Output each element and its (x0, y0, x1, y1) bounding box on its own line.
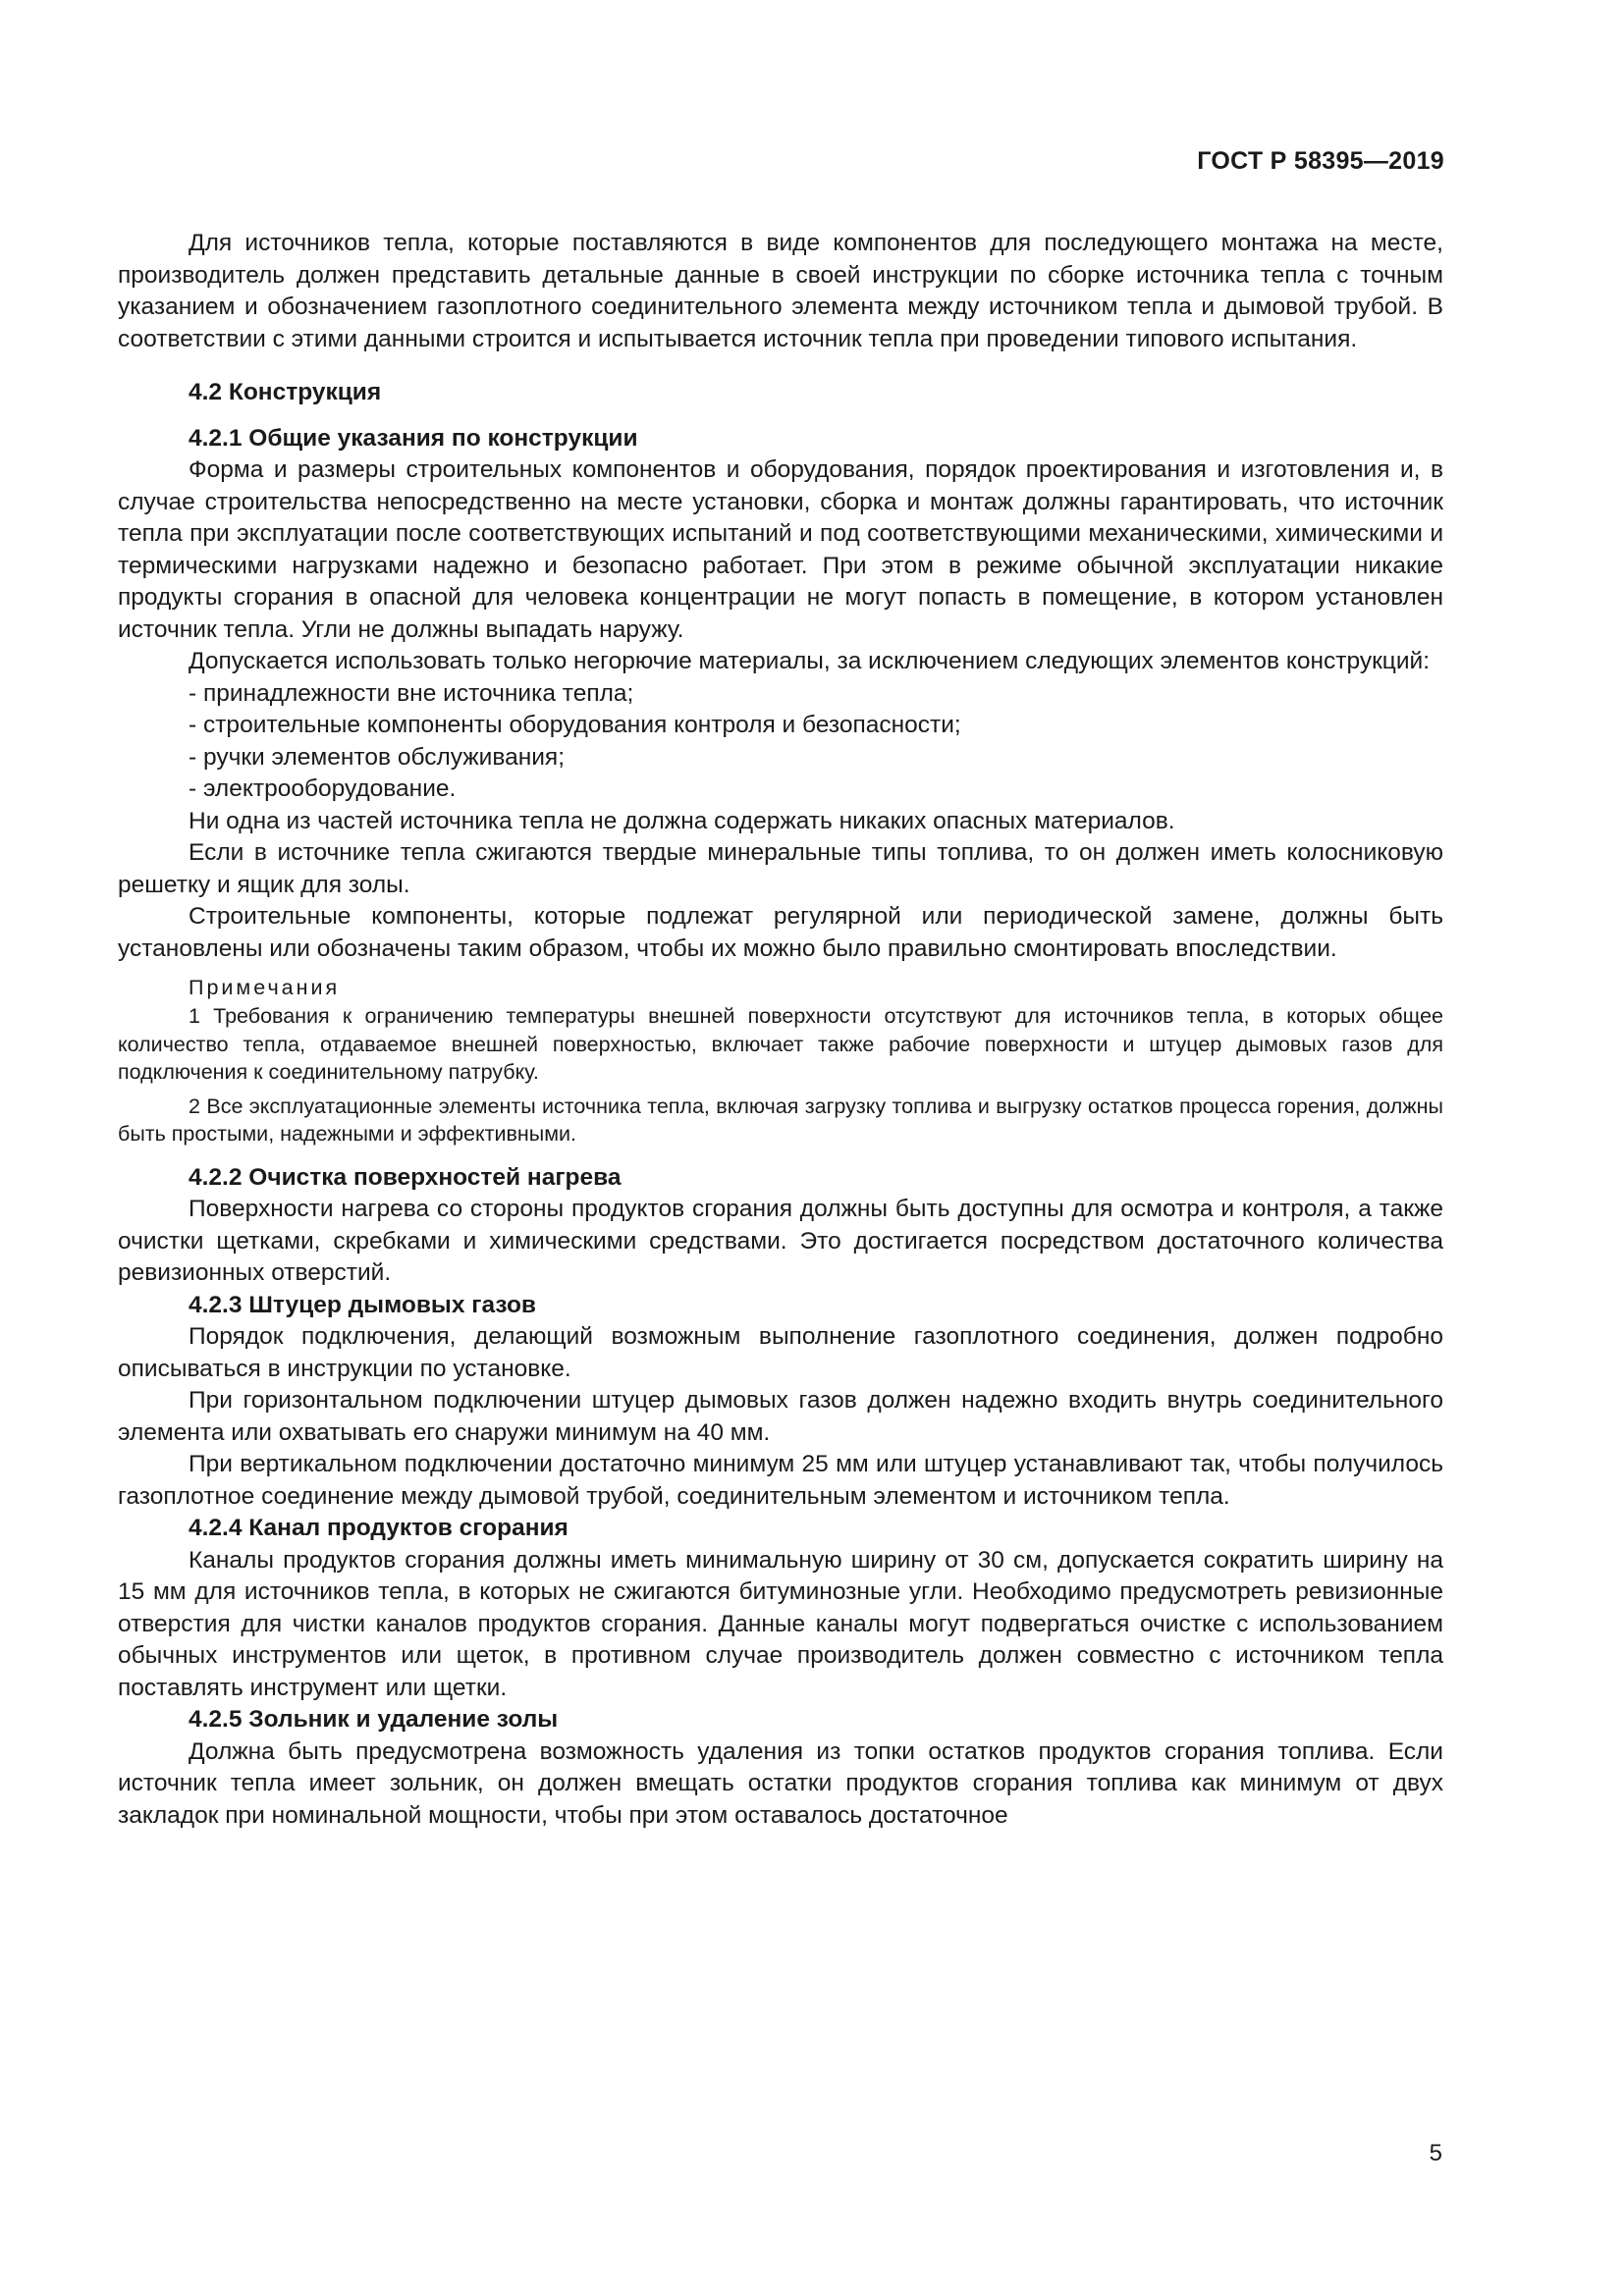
section-4-2-1-paragraph-5: Строительные компоненты, которые подлежат регулярной или периодической замене, должны быть установлены или обозначены таким образом, чтобы их можно было правильно смонтировать впоследствии. (118, 903, 1443, 962)
note-1: 1 Требования к ограничению температуры внешней поверхности отсутствуют для источников тепла, в которых общее количество тепла, отдаваемое внешней поверхностью, включает также рабочие поверхности и штуцер дымовых газов для подключения к соединительному патрубку. (118, 1004, 1443, 1084)
section-4-2-4-heading: 4.2.4 Канал продуктов сгорания (189, 1515, 568, 1541)
page-number: 5 (1429, 2140, 1442, 2166)
section-4-2-3-paragraph-2: При горизонтальном подключении штуцер дымовых газов должен надежно входить внутрь соединительного элемента или охватывать его снаружи минимум на 40 мм. (118, 1387, 1443, 1446)
notes-title: Примечания (189, 976, 341, 999)
intro-paragraph: Для источников тепла, которые поставляются в виде компонентов для последующего монтажа на месте, производитель должен представить детальные данные в своей инструкции по сборке источника тепла с точным указанием и обозначением газоплотного соединительного элемента между источником тепла и дымовой трубой. В соответствии с этими данными строится и испытывается источник тепла при проведении типового испытания. (118, 230, 1443, 352)
section-4-2-2-heading: 4.2.2 Очистка поверхностей нагрева (189, 1163, 622, 1191)
section-4-2-1-heading: 4.2.1 Общие указания по конструкции (189, 424, 638, 452)
section-4-2-heading: 4.2 Конструкция (189, 379, 382, 405)
section-4-2-4-paragraph-1: Каналы продуктов сгорания должны иметь минимальную ширину от 30 см, допускается сократить ширину на 15 мм для источников тепла, в которых не сжигаются битуминозные угли. Необходимо предусмотреть ревизионные отверстия для чистки каналов продуктов сгорания. Данные каналы могут подвергаться очистке с использованием обычных инструментов или щеток, в противном случае производитель должен совместно с источником тепла поставлять инструмент или щетки. (118, 1546, 1443, 1701)
section-4-2-1-paragraph-3: Ни одна из частей источника тепла не должна содержать никаких опасных материалов. (189, 807, 1175, 834)
section-4-2-5-paragraph-1: Должна быть предусмотрена возможность удаления из топки остатков продуктов сгорания топлива. Если источник тепла имеет зольник, он должен вмещать остатки продуктов сгорания топлива как минимум от двух закладок при номинальной мощности, чтобы при этом оставалось достаточное (118, 1737, 1443, 1829)
section-4-2-1-paragraph-4: Если в источнике тепла сжигаются твердые минеральные типы топлива, то он должен иметь колосниковую решетку и ящик для золы. (118, 839, 1443, 898)
section-4-2-3-paragraph-1: Порядок подключения, делающий возможным выполнение газоплотного соединения, должен подробно описываться в инструкции по установке. (118, 1323, 1443, 1382)
exceptions-list (118, 678, 1443, 806)
page-body (118, 228, 1443, 1832)
list-item: - электрооборудование. (189, 775, 457, 802)
section-4-2-1-paragraph-2: Допускается использовать только негорючие материалы, за исключением следующих элементов конструкций: (189, 648, 1430, 674)
section-4-2-1-paragraph-1: Форма и размеры строительных компонентов и оборудования, порядок проектирования и изготовления и, в случае строительства непосредственно на месте установки, сборка и монтаж должны гарантировать, что источник тепла при эксплуатации после соответствующих испытаний и под соответствующими механическими, химическими и термическими нагрузками надежно и безопасно работает. При этом в режиме обычной эксплуатации никакие продукты сгорания в опасной для человека концентрации не могут попасть в помещение, в котором установлен источник тепла. Угли не должны выпадать наружу. (118, 456, 1443, 643)
section-4-2-2-paragraph-1: Поверхности нагрева со стороны продуктов сгорания должны быть доступны для осмотра и контроля, а также очистки щетками, скребками и химическими средствами. Это достигается посредством достаточного количества ревизионных отверстий. (118, 1196, 1443, 1286)
list-item: - строительные компоненты оборудования контроля и безопасности; (189, 712, 961, 738)
note-2: 2 Все эксплуатационные элементы источника тепла, включая загрузку топлива и выгрузку остатков процесса горения, должны быть простыми, надежными и эффективными. (118, 1094, 1443, 1146)
list-item: - принадлежности вне источника тепла; (189, 679, 634, 707)
section-4-2-3-heading: 4.2.3 Штуцер дымовых газов (189, 1291, 536, 1318)
section-4-2-5-heading: 4.2.5 Зольник и удаление золы (189, 1706, 559, 1733)
standard-code-header: ГОСТ Р 58395—2019 (1197, 147, 1444, 175)
section-4-2-3-paragraph-3: При вертикальном подключении достаточно минимум 25 мм или штуцер устанавливают так, чтобы получилось газоплотное соединение между дымовой трубой, соединительным элементом и источником тепла. (118, 1451, 1443, 1510)
list-item: - ручки элементов обслуживания; (189, 743, 566, 771)
